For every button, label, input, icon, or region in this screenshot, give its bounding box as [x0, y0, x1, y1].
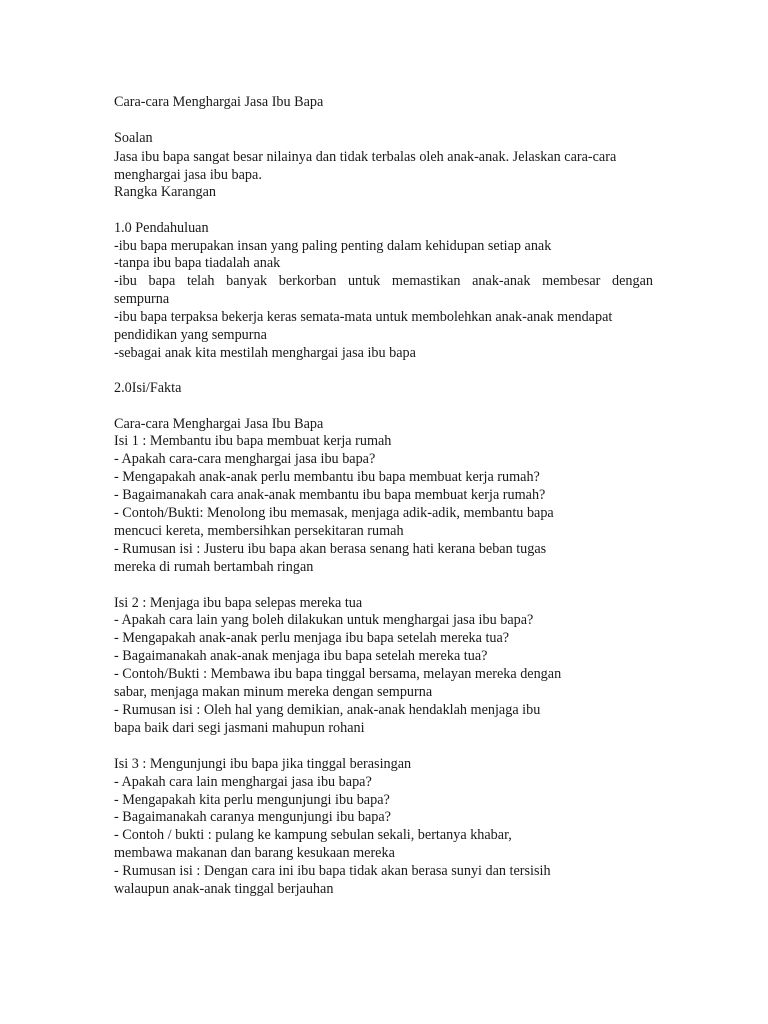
- isi-3-heading: Isi 3 : Mengunjungi ibu bapa jika tinggal berasingan: [114, 756, 412, 772]
- isi-1-line: - Rumusan isi : Justeru ibu bapa akan berasa senang hati kerana beban tugas: [114, 541, 547, 557]
- pendahuluan-line: -ibu bapa merupakan insan yang paling penting dalam kehidupan setiap anak: [114, 238, 552, 254]
- isi-fakta-heading: 2.0Isi/Fakta: [114, 380, 182, 396]
- isi-2-line: - Rumusan isi : Oleh hal yang demikian, anak-anak hendaklah menjaga ibu: [114, 702, 541, 718]
- soalan-text-line: Jasa ibu bapa sangat besar nilainya dan tidak terbalas oleh anak-anak. Jelaskan cara-cara: [114, 149, 617, 165]
- isi-subtitle: Cara-cara Menghargai Jasa Ibu Bapa: [114, 416, 324, 432]
- document-title: Cara-cara Menghargai Jasa Ibu Bapa: [114, 94, 324, 110]
- soalan-heading: Soalan: [114, 130, 153, 146]
- isi-3-line: - Apakah cara lain menghargai jasa ibu bapa?: [114, 774, 372, 790]
- isi-1-line: - Contoh/Bukti: Menolong ibu memasak, menjaga adik-adik, membantu bapa: [114, 505, 554, 521]
- pendahuluan-line: -tanpa ibu bapa tiadalah anak: [114, 255, 281, 271]
- isi-1-line: mencuci kereta, membersihkan persekitaran rumah: [114, 523, 404, 539]
- isi-2-line: - Contoh/Bukti : Membawa ibu bapa tinggal bersama, melayan mereka dengan: [114, 666, 562, 682]
- isi-3-line: - Mengapakah kita perlu mengunjungi ibu bapa?: [114, 792, 390, 808]
- pendahuluan-line: -sebagai anak kita mestilah menghargai jasa ibu bapa: [114, 345, 416, 361]
- isi-1-heading: Isi 1 : Membantu ibu bapa membuat kerja rumah: [114, 433, 392, 449]
- isi-2-line: - Mengapakah anak-anak perlu menjaga ibu bapa setelah mereka tua?: [114, 630, 510, 646]
- isi-2-line: bapa baik dari segi jasmani mahupun rohani: [114, 720, 365, 736]
- isi-3-line: walaupun anak-anak tinggal berjauhan: [114, 881, 334, 897]
- isi-1-line: - Mengapakah anak-anak perlu membantu ibu bapa membuat kerja rumah?: [114, 469, 540, 485]
- soalan-text-line: menghargai jasa ibu bapa.: [114, 167, 262, 183]
- isi-1-line: - Bagaimanakah cara anak-anak membantu ibu bapa membuat kerja rumah?: [114, 487, 546, 503]
- isi-3-line: membawa makanan dan barang kesukaan mereka: [114, 845, 395, 861]
- pendahuluan-heading: 1.0 Pendahuluan: [114, 220, 209, 236]
- isi-2-heading: Isi 2 : Menjaga ibu bapa selepas mereka tua: [114, 595, 363, 611]
- isi-3-line: - Rumusan isi : Dengan cara ini ibu bapa tidak akan berasa sunyi dan tersisih: [114, 863, 551, 879]
- isi-3-line: - Contoh / bukti : pulang ke kampung sebulan sekali, bertanya khabar,: [114, 827, 512, 843]
- pendahuluan-line: sempurna: [114, 291, 170, 307]
- pendahuluan-line: pendidikan yang sempurna: [114, 327, 267, 343]
- isi-1-line: mereka di rumah bertambah ringan: [114, 559, 314, 575]
- rangka-karangan-heading: Rangka Karangan: [114, 184, 217, 200]
- isi-2-line: sabar, menjaga makan minum mereka dengan sempurna: [114, 684, 433, 700]
- isi-1-line: - Apakah cara-cara menghargai jasa ibu bapa?: [114, 451, 376, 467]
- isi-3-line: - Bagaimanakah caranya mengunjungi ibu bapa?: [114, 809, 391, 825]
- isi-2-line: - Apakah cara lain yang boleh dilakukan untuk menghargai jasa ibu bapa?: [114, 612, 534, 628]
- isi-2-line: - Bagaimanakah anak-anak menjaga ibu bapa setelah mereka tua?: [114, 648, 488, 664]
- pendahuluan-line: -ibu bapa telah banyak berkorban untuk memastikan anak-anak membesar dengan: [114, 273, 653, 289]
- pendahuluan-line: -ibu bapa terpaksa bekerja keras semata-mata untuk membolehkan anak-anak mendapat: [114, 309, 613, 325]
